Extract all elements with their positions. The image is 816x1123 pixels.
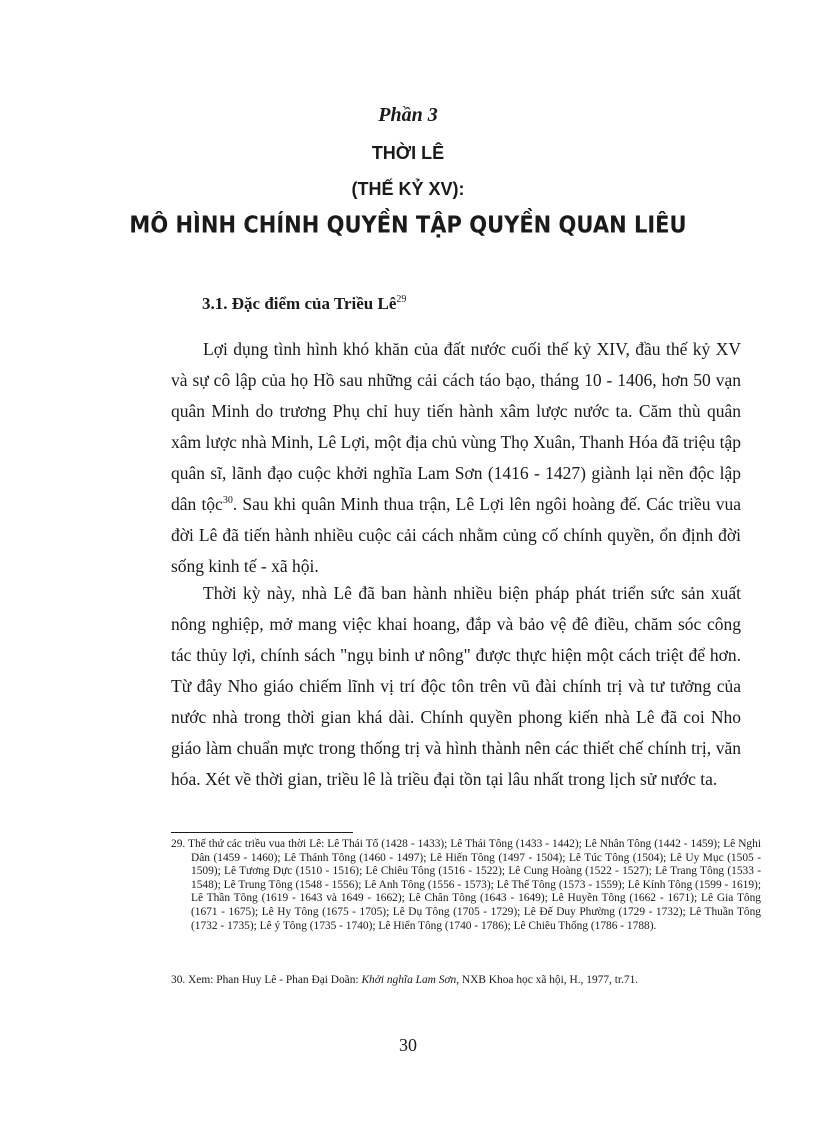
footnote-29: 29. Thế thứ các triều vua thời Lê: Lê Thái Tổ (1428 - 1433); Lê Thái Tông (1433 - 1442); Lê Nhân Tông (1442 - 1459); Lê Nghi Dân (1459 - 1460); Lê Thánh Tông (1460 - 1497); Lê Hiến Tông (1497 - 1504); Lê Túc Tông (1504); Lê Uy Mục (1505 - 1509); Lê Tương Dực (1510 - 1516); Lê Chiêu Tông (1516 - 1522); Lê Cung Hoàng (1522 - 1527); Lê Trang Tông (1533 - 1548); Lê Trung Tông (1548 - 1556); Lê Anh Tông (1556 - 1573); Lê Thế Tông (1573 - 1559); Lê Kính Tông (1599 - 1619); Lê Thần Tông (1619 - 1643 và 1649 - 1662); Lê Chân Tông (1643 - 1649); Lê Huyền Tông (1662 - 1671); Lê Gia Tông (1671 - 1675); Lê Hy Tông (1675 - 1705); Lê Dụ Tông (1705 - 1729); Lê Đế Duy Phường (1729 - 1732); Lê Thuần Tông (1732 - 1735); Lê ý Tông (1735 - 1740); Lê Hiển Tông (1740 - 1786); Lê Chiêu Thống (1786 - 1788). [171,838,761,932]
footnote-30 [171,974,741,988]
part-label: Phần 3 [378,104,438,126]
footnote-text: , NXB Khoa học xã hội, H., 1977, tr.71. [456,974,639,986]
chapter-title: THỜI LÊ [371,143,445,163]
page-number: 30 [399,1035,417,1055]
chapter-subtitle: MÔ HÌNH CHÍNH QUYỀN TẬP QUYỀN QUAN LIÊU [129,211,687,238]
paragraph-text: Lợi dụng tình hình khó khăn của đất nước cuối thế kỷ XIV, đầu thế kỷ XV và sự cô lập của họ Hồ sau những cải cách táo bạo, tháng 10 - 1406, hơn 50 vạn quân Minh do trương Phụ chỉ huy tiến hành xâm lược nước ta. Căm thù quân xâm lược nhà Minh, Lê Lợi, một địa chủ vùng Thọ Xuân, Thanh Hóa đã triệu tập quân sĩ, lãnh đạo cuộc khởi nghĩa Lam Sơn (1416 - 1427) giành lại nền độc lập dân tộc [171,339,741,514]
body-paragraph [171,334,741,582]
footnote-ref-30[interactable]: 30 [222,495,233,506]
footnote-divider [171,832,353,833]
section-heading-text: 3.1. Đặc điểm của Triều Lê [202,294,397,313]
paragraph-text: . Sau khi quân Minh thua trận, Lê Lợi lên ngôi hoàng đế. Các triều vua đời Lê đã tiến hành nhiều cuộc cải cách nhằm củng cố chính quyền, ổn định đời sống kinh tế - xã hội. [171,494,741,576]
chapter-century: (THẾ KỶ XV): [351,179,465,199]
footnote-ref-29[interactable]: 29 [396,294,407,305]
body-paragraph: Thời kỳ này, nhà Lê đã ban hành nhiều biện pháp phát triển sức sản xuất nông nghiệp, mở mang việc khai hoang, đắp và bảo vệ đê điều, chăm sóc công tác thủy lợi, chính sách "ngụ binh ư nông" được thực hiện một cách triệt để hơn. Từ đây Nho giáo chiếm lĩnh vị trí độc tôn trên vũ đài chính trị và tư tưởng của nước nhà trong thời gian khá dài. Chính quyền phong kiến nhà Lê đã coi Nho giáo làm chuẩn mực trong thống trị và hình thành nên các thiết chế chính trị, văn hóa. Xét về thời gian, triều lê là triều đại tồn tại lâu nhất trong lịch sử nước ta. [171,583,741,789]
footnote-text: 30. Xem: Phan Huy Lê - Phan Đại Doãn: [171,974,362,986]
section-heading [202,294,406,314]
cited-book-title: Khởi nghĩa Lam Sơn [361,974,457,986]
